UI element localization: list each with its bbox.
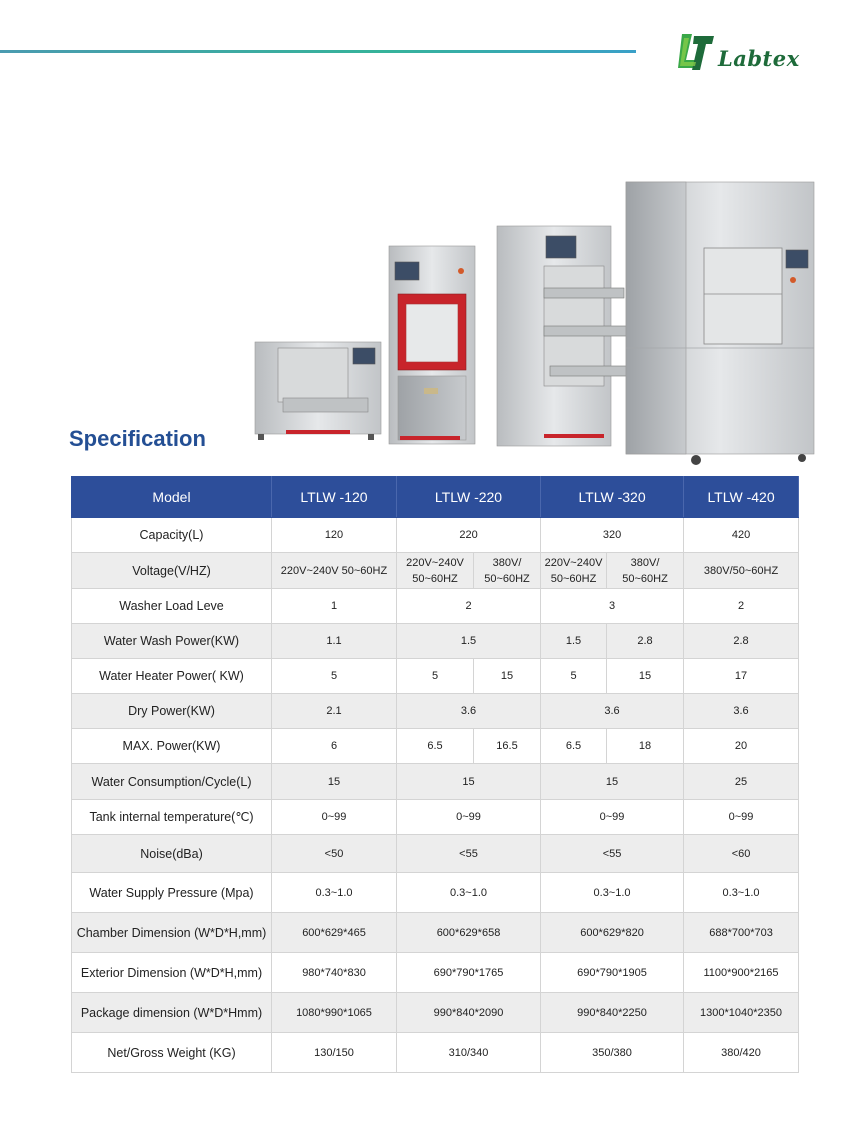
cell-420: <60 <box>684 835 799 873</box>
cell-320-b: 15 <box>607 659 684 694</box>
cell-120: 120 <box>272 518 397 553</box>
cell-420: 17 <box>684 659 799 694</box>
washer-420-image <box>626 182 814 465</box>
cell-320: 0.3~1.0 <box>541 873 684 913</box>
row-label: Noise(dBa) <box>72 835 272 873</box>
header-rule <box>0 50 636 53</box>
row-label: Exterior Dimension (W*D*H,mm) <box>72 953 272 993</box>
cell-220: 0~99 <box>397 800 541 835</box>
cell-320-a: 220V~240V 50~60HZ <box>541 553 607 589</box>
row-label: Water Heater Power( KW) <box>72 659 272 694</box>
cell-220-b: 16.5 <box>474 729 541 764</box>
cell-420: 688*700*703 <box>684 913 799 953</box>
cell-420: 1300*1040*2350 <box>684 993 799 1033</box>
cell-220: 220 <box>397 518 541 553</box>
cell-220: 2 <box>397 589 541 624</box>
cell-120: 1.1 <box>272 624 397 659</box>
cell-420: 20 <box>684 729 799 764</box>
cell-320-a: 1.5 <box>541 624 607 659</box>
row-label: Package dimension (W*D*Hmm) <box>72 993 272 1033</box>
cell-420: 3.6 <box>684 694 799 729</box>
cell-220: <55 <box>397 835 541 873</box>
cell-420: 380V/50~60HZ <box>684 553 799 589</box>
cell-220-b: 380V/ 50~60HZ <box>474 553 541 589</box>
table-row <box>72 694 799 729</box>
table-row <box>72 518 799 553</box>
table-row <box>72 624 799 659</box>
cell-320-b: 18 <box>607 729 684 764</box>
header-ltlw-420: LTLW -420 <box>684 477 799 518</box>
cell-220: 690*790*1765 <box>397 953 541 993</box>
cell-120: 2.1 <box>272 694 397 729</box>
cell-320: 0~99 <box>541 800 684 835</box>
table-row <box>72 659 799 694</box>
cell-120: 1080*990*1065 <box>272 993 397 1033</box>
cell-120: 220V~240V 50~60HZ <box>272 553 397 589</box>
cell-320-b: 2.8 <box>607 624 684 659</box>
table-row <box>72 800 799 835</box>
cell-120: 0.3~1.0 <box>272 873 397 913</box>
table-row <box>72 764 799 800</box>
row-label: Tank internal temperature(℃) <box>72 800 272 835</box>
row-label: Chamber Dimension (W*D*H,mm) <box>72 913 272 953</box>
cell-220: 15 <box>397 764 541 800</box>
cell-220: 0.3~1.0 <box>397 873 541 913</box>
cell-220-a: 6.5 <box>397 729 474 764</box>
row-label: Water Wash Power(KW) <box>72 624 272 659</box>
cell-420: 0.3~1.0 <box>684 873 799 913</box>
cell-120: 6 <box>272 729 397 764</box>
cell-420: 2.8 <box>684 624 799 659</box>
row-label: Water Consumption/Cycle(L) <box>72 764 272 800</box>
header-ltlw-220: LTLW -220 <box>397 477 541 518</box>
cell-220-b: 15 <box>474 659 541 694</box>
cell-120: 130/150 <box>272 1033 397 1073</box>
row-label: Washer Load Leve <box>72 589 272 624</box>
cell-220-a: 220V~240V 50~60HZ <box>397 553 474 589</box>
cell-320: 320 <box>541 518 684 553</box>
cell-120: 1 <box>272 589 397 624</box>
table-row <box>72 835 799 873</box>
cell-120: 5 <box>272 659 397 694</box>
cell-320: 3.6 <box>541 694 684 729</box>
row-label: Water Supply Pressure (Mpa) <box>72 873 272 913</box>
table-row <box>72 993 799 1033</box>
cell-220: 3.6 <box>397 694 541 729</box>
row-label: MAX. Power(KW) <box>72 729 272 764</box>
header-ltlw-120: LTLW -120 <box>272 477 397 518</box>
cell-120: 0~99 <box>272 800 397 835</box>
table-header-row <box>72 477 799 518</box>
row-label: Net/Gross Weight (KG) <box>72 1033 272 1073</box>
header-model: Model <box>72 477 272 518</box>
washer-220-image <box>389 246 475 444</box>
brand-name: Labtex <box>718 46 800 71</box>
cell-220: 1.5 <box>397 624 541 659</box>
cell-320: 600*629*820 <box>541 913 684 953</box>
cell-220: 600*629*658 <box>397 913 541 953</box>
cell-120: 600*629*465 <box>272 913 397 953</box>
row-label: Voltage(V/HZ) <box>72 553 272 589</box>
cell-320: <55 <box>541 835 684 873</box>
washer-120-image <box>255 342 381 440</box>
section-title: Specification <box>69 426 206 451</box>
cell-420: 2 <box>684 589 799 624</box>
cell-320: 350/380 <box>541 1033 684 1073</box>
cell-420: 380/420 <box>684 1033 799 1073</box>
cell-320: 15 <box>541 764 684 800</box>
cell-320: 690*790*1905 <box>541 953 684 993</box>
table-row <box>72 1033 799 1073</box>
cell-420: 0~99 <box>684 800 799 835</box>
specification-table <box>71 476 799 1073</box>
cell-120: 980*740*830 <box>272 953 397 993</box>
lab-washer-product-image <box>250 176 820 476</box>
cell-320-a: 5 <box>541 659 607 694</box>
table-row <box>72 589 799 624</box>
cell-320-a: 6.5 <box>541 729 607 764</box>
row-label: Capacity(L) <box>72 518 272 553</box>
table-row <box>72 873 799 913</box>
cell-220-a: 5 <box>397 659 474 694</box>
table-row <box>72 913 799 953</box>
header-ltlw-320: LTLW -320 <box>541 477 684 518</box>
labtex-logo <box>676 28 806 78</box>
row-label: Dry Power(KW) <box>72 694 272 729</box>
cell-120: <50 <box>272 835 397 873</box>
cell-320-b: 380V/ 50~60HZ <box>607 553 684 589</box>
cell-320: 990*840*2250 <box>541 993 684 1033</box>
cell-120: 15 <box>272 764 397 800</box>
cell-420: 420 <box>684 518 799 553</box>
cell-420: 1100*900*2165 <box>684 953 799 993</box>
cell-220: 310/340 <box>397 1033 541 1073</box>
table-row <box>72 953 799 993</box>
table-row <box>72 729 799 764</box>
cell-320: 3 <box>541 589 684 624</box>
cell-220: 990*840*2090 <box>397 993 541 1033</box>
labtex-logo-icon <box>676 30 716 74</box>
table-row <box>72 553 799 589</box>
cell-420: 25 <box>684 764 799 800</box>
